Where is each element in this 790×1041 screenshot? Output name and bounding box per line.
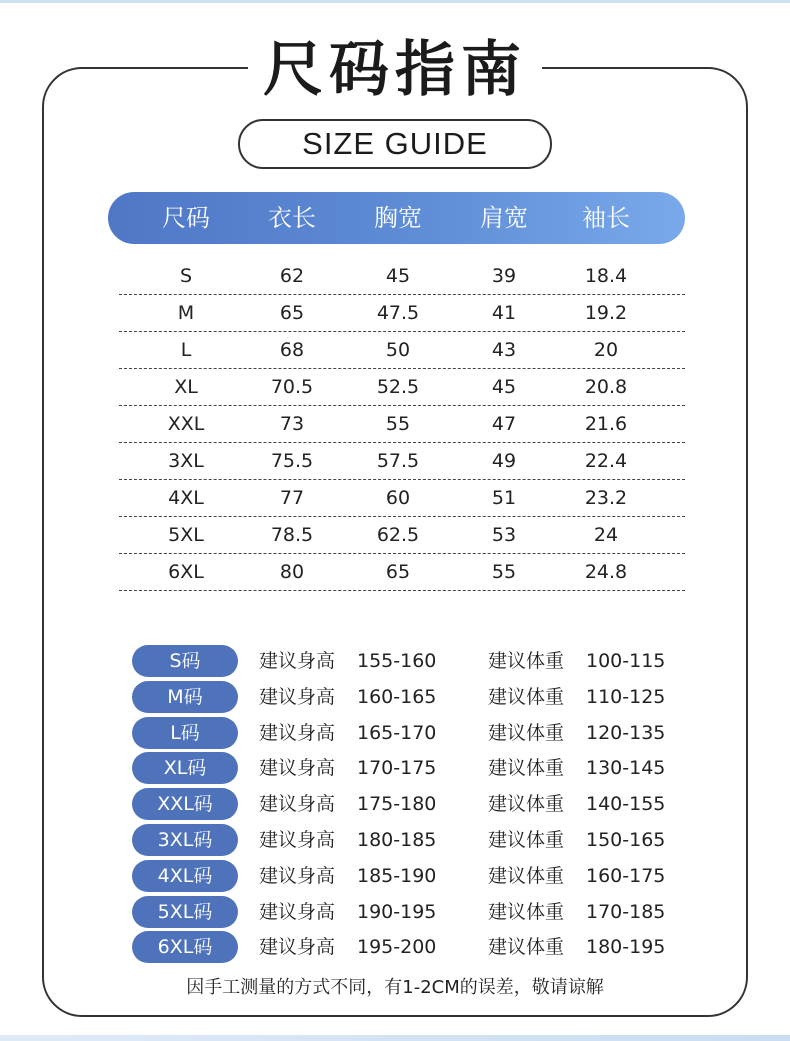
table-cell: 3XL — [168, 450, 204, 472]
table-cell: 4XL — [168, 487, 204, 509]
table-cell: 47 — [491, 413, 517, 435]
recommendation-row — [132, 645, 692, 677]
weight-label: 建议体重 — [488, 757, 565, 780]
table-cell: L — [180, 339, 192, 361]
subtitle-pill — [238, 119, 552, 169]
recommendation-row — [132, 931, 692, 963]
weight-label: 建议体重 — [488, 829, 565, 851]
table-cell: 75.5 — [270, 450, 314, 472]
height-label: 建议身高 — [259, 829, 336, 851]
table-cell: 41 — [491, 302, 517, 324]
height-label: 建议身高 — [259, 757, 336, 780]
height-range: 175-180 — [357, 793, 437, 816]
table-cell: XXL — [167, 413, 205, 435]
table-cell: 49 — [491, 450, 517, 472]
table-row — [119, 369, 685, 406]
size-badge: L码 — [132, 717, 238, 749]
recommendation-row — [132, 860, 692, 892]
table-cell: 21.6 — [584, 413, 628, 435]
table-row — [119, 258, 685, 295]
table-header — [108, 192, 685, 244]
height-range: 160-165 — [357, 685, 437, 708]
height-range: 170-175 — [357, 757, 437, 780]
table-cell: 53 — [491, 524, 517, 546]
table-cell: 65 — [279, 302, 305, 324]
header-cell: 袖长 — [582, 204, 630, 232]
height-range: 180-185 — [357, 829, 437, 851]
table-cell: 77 — [279, 487, 305, 509]
table-cell: 45 — [385, 265, 411, 287]
weight-range: 150-165 — [586, 829, 666, 851]
size-badge: XXL码 — [132, 788, 238, 820]
table-row — [119, 443, 685, 480]
weight-range: 170-185 — [586, 900, 666, 923]
recommendation-row — [132, 717, 692, 749]
height-label: 建议身高 — [259, 721, 336, 744]
table-row — [119, 480, 685, 517]
weight-label: 建议体重 — [488, 721, 565, 744]
table-cell: 57.5 — [376, 450, 420, 472]
height-range: 190-195 — [357, 900, 437, 923]
table-cell: 55 — [385, 413, 411, 435]
table-cell: M — [177, 302, 195, 324]
table-cell: 60 — [385, 487, 411, 509]
height-range: 195-200 — [357, 936, 437, 959]
table-cell: S — [179, 265, 193, 287]
weight-range: 130-145 — [586, 757, 666, 780]
table-cell: XL — [174, 376, 198, 398]
size-badge: 3XL码 — [132, 824, 238, 856]
header-cell: 胸宽 — [374, 204, 422, 232]
weight-label: 建议体重 — [488, 793, 565, 816]
table-cell: 78.5 — [270, 524, 314, 546]
table-cell: 23.2 — [584, 487, 628, 509]
table-cell: 6XL — [168, 561, 204, 583]
table-cell: 5XL — [168, 524, 204, 546]
table-cell: 62 — [279, 265, 305, 287]
header-cell: 肩宽 — [480, 204, 528, 232]
table-cell: 47.5 — [376, 302, 420, 324]
table-row — [119, 332, 685, 369]
table-cell: 68 — [279, 339, 305, 361]
weight-range: 120-135 — [586, 721, 666, 744]
size-badge: M码 — [132, 681, 238, 713]
recommendation-row — [132, 788, 692, 820]
table-cell: 55 — [491, 561, 517, 583]
recommendation-row — [132, 896, 692, 928]
weight-label: 建议体重 — [488, 864, 565, 887]
table-row — [119, 554, 685, 591]
header-cell: 尺码 — [162, 204, 210, 232]
height-range: 185-190 — [357, 864, 437, 887]
table-cell: 22.4 — [584, 450, 628, 472]
weight-label: 建议体重 — [488, 650, 565, 672]
table-cell: 45 — [491, 376, 517, 398]
size-badge: XL码 — [132, 752, 238, 784]
height-range: 165-170 — [357, 721, 437, 744]
weight-range: 110-125 — [586, 685, 666, 708]
row-divider — [119, 590, 685, 591]
recommendation-row — [132, 824, 692, 856]
height-range: 155-160 — [357, 650, 437, 672]
height-label: 建议身高 — [259, 650, 336, 672]
recommendation-row — [132, 681, 692, 713]
bottom-strip — [0, 1035, 790, 1041]
table-cell: 73 — [279, 413, 305, 435]
table-cell: 24 — [593, 524, 619, 546]
height-label: 建议身高 — [259, 685, 336, 708]
table-cell: 24.8 — [584, 561, 628, 583]
size-badge: 5XL码 — [132, 896, 238, 928]
subtitle-text: SIZE GUIDE — [302, 126, 488, 161]
size-badge: 6XL码 — [132, 931, 238, 963]
weight-range: 180-195 — [586, 936, 666, 959]
weight-range: 100-115 — [586, 650, 666, 672]
top-strip — [0, 0, 790, 3]
table-row — [119, 517, 685, 554]
page-title: 尺码指南 — [263, 35, 527, 105]
table-cell: 50 — [385, 339, 411, 361]
height-label: 建议身高 — [259, 900, 336, 923]
table-cell: 80 — [279, 561, 305, 583]
height-label: 建议身高 — [259, 793, 336, 816]
recommendation-row — [132, 752, 692, 784]
size-badge: S码 — [132, 645, 238, 677]
table-cell: 39 — [491, 265, 517, 287]
table-cell: 70.5 — [270, 376, 314, 398]
table-cell: 52.5 — [376, 376, 420, 398]
weight-label: 建议体重 — [488, 685, 565, 708]
height-label: 建议身高 — [259, 864, 336, 887]
weight-label: 建议体重 — [488, 900, 565, 923]
table-row — [119, 295, 685, 332]
height-label: 建议身高 — [259, 936, 336, 959]
footer-note: 因手工测量的方式不同，有1-2CM的误差，敬请谅解 — [186, 977, 604, 998]
table-cell: 51 — [491, 487, 517, 509]
table-cell: 62.5 — [376, 524, 420, 546]
table-cell: 20.8 — [584, 376, 628, 398]
weight-label: 建议体重 — [488, 936, 565, 959]
table-cell: 18.4 — [584, 265, 628, 287]
weight-range: 160-175 — [586, 864, 666, 887]
size-badge: 4XL码 — [132, 860, 238, 892]
header-cell: 衣长 — [268, 204, 316, 232]
table-cell: 20 — [593, 339, 619, 361]
table-row — [119, 406, 685, 443]
table-cell: 65 — [385, 561, 411, 583]
weight-range: 140-155 — [586, 793, 666, 816]
table-cell: 19.2 — [584, 302, 628, 324]
table-cell: 43 — [491, 339, 517, 361]
